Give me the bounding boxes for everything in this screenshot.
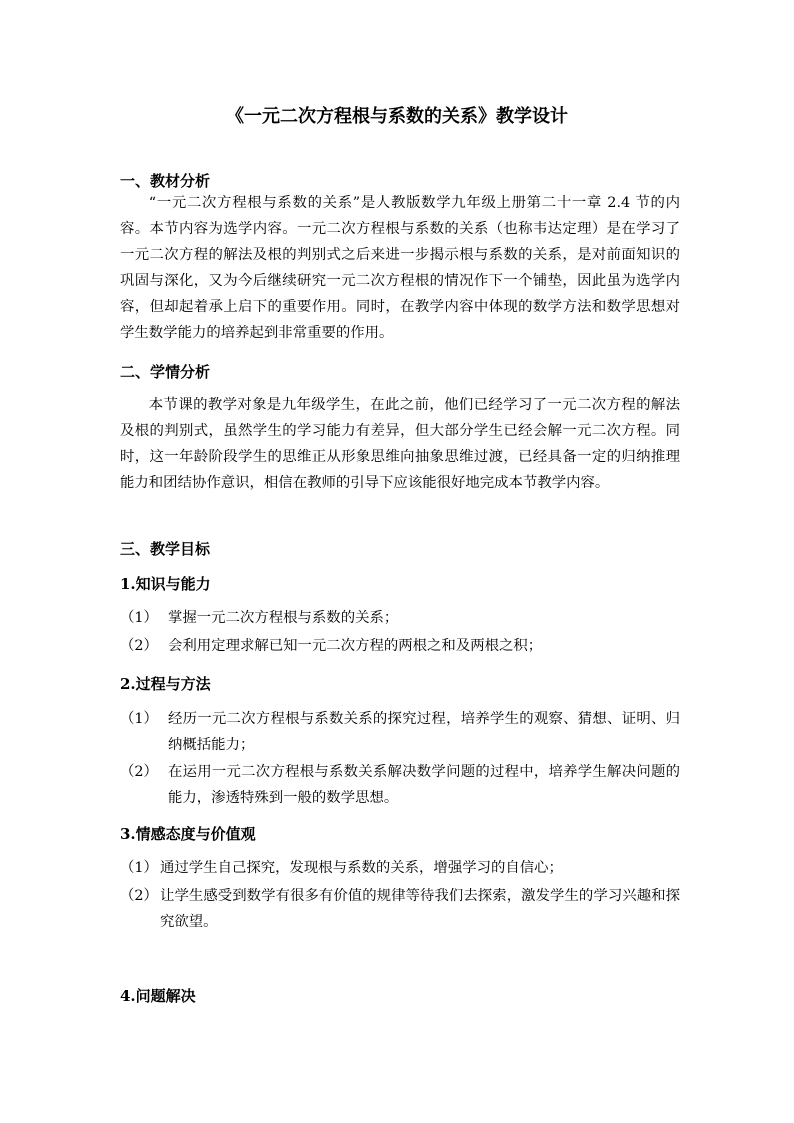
list-item-number: （2）: [120, 888, 158, 904]
list-item-number: （1）: [120, 711, 158, 727]
section-heading-textbook-analysis: 一、教材分析: [120, 172, 211, 190]
document-title: 《一元二次方程根与系数的关系》教学设计: [226, 106, 568, 127]
section-heading-teaching-goals: 三、教学目标: [120, 540, 211, 558]
subheading-knowledge-ability: 1.知识与能力: [120, 575, 211, 593]
list-item-number: （1）: [120, 610, 158, 626]
section-heading-student-analysis: 二、学情分析: [120, 363, 211, 381]
knowledge-item-2: [120, 633, 680, 659]
attitude-item-2: [120, 883, 680, 935]
list-item-text: 让学生感受到数学有很多有价值的规律等待我们去探索，激发学生的学习兴趣和探究欲望。: [160, 888, 680, 930]
attitude-item-1: [120, 855, 680, 881]
list-item-text: 在运用一元二次方程根与系数关系解决数学问题的过程中，培养学生解决问题的能力，渗透特殊到一般的数学思想。: [168, 764, 680, 806]
list-item-number: （2）: [120, 638, 158, 654]
subheading-process-method: 2.过程与方法: [120, 675, 211, 693]
student-analysis-paragraph: 本节课的教学对象是九年级学生，在此之前，他们已经学习了一元二次方程的解法及根的判别式，虽然学生的学习能力有差异，但大部分学生已经会解一元二次方程。同时，这一年龄阶段学生的思维正从形象思维向抽象思维过渡，已经具备一定的归纳推理能力和团结协作意识，相信在教师的引导下应该能很好地完成本节教学内容。: [120, 397, 680, 491]
process-item-1: [120, 706, 680, 758]
subheading-attitude-values: 3.情感态度与价值观: [120, 825, 256, 843]
knowledge-item-1: [120, 605, 680, 631]
list-item-text: 通过学生自己探究，发现根与系数的关系，增强学习的自信心；: [160, 860, 563, 876]
list-item-text: 掌握一元二次方程根与系数的关系；: [168, 610, 399, 626]
list-item-text: 会利用定理求解已知一元二次方程的两根之和及两根之积；: [168, 638, 543, 654]
process-item-2: [120, 759, 680, 811]
subheading-problem-solving: 4.问题解决: [120, 987, 196, 1005]
list-item-number: （1）: [120, 860, 158, 876]
textbook-analysis-paragraph: “一元二次方程根与系数的关系”是人教版数学九年级上册第二十一章 2.4 节的内容。本节内容为选学内容。一元二次方程根与系数的关系（也称韦达定理）是在学习了一元二次方程的解法及根的判别式之后来进一步揭示根与系数的关系，是对前面知识的巩固与深化，又为今后继续研究一元二次方程根的情况作下一个铺垫，因此虽为选学内容，但却起着承上启下的重要作用。同时，在教学内容中体现的数学方法和数学思想对学生数学能力的培养起到非常重要的作用。: [120, 195, 680, 341]
list-item-text: 经历一元二次方程根与系数关系的探究过程，培养学生的观察、猜想、证明、归纳概括能力；: [168, 711, 680, 753]
list-item-number: （2）: [120, 764, 158, 780]
